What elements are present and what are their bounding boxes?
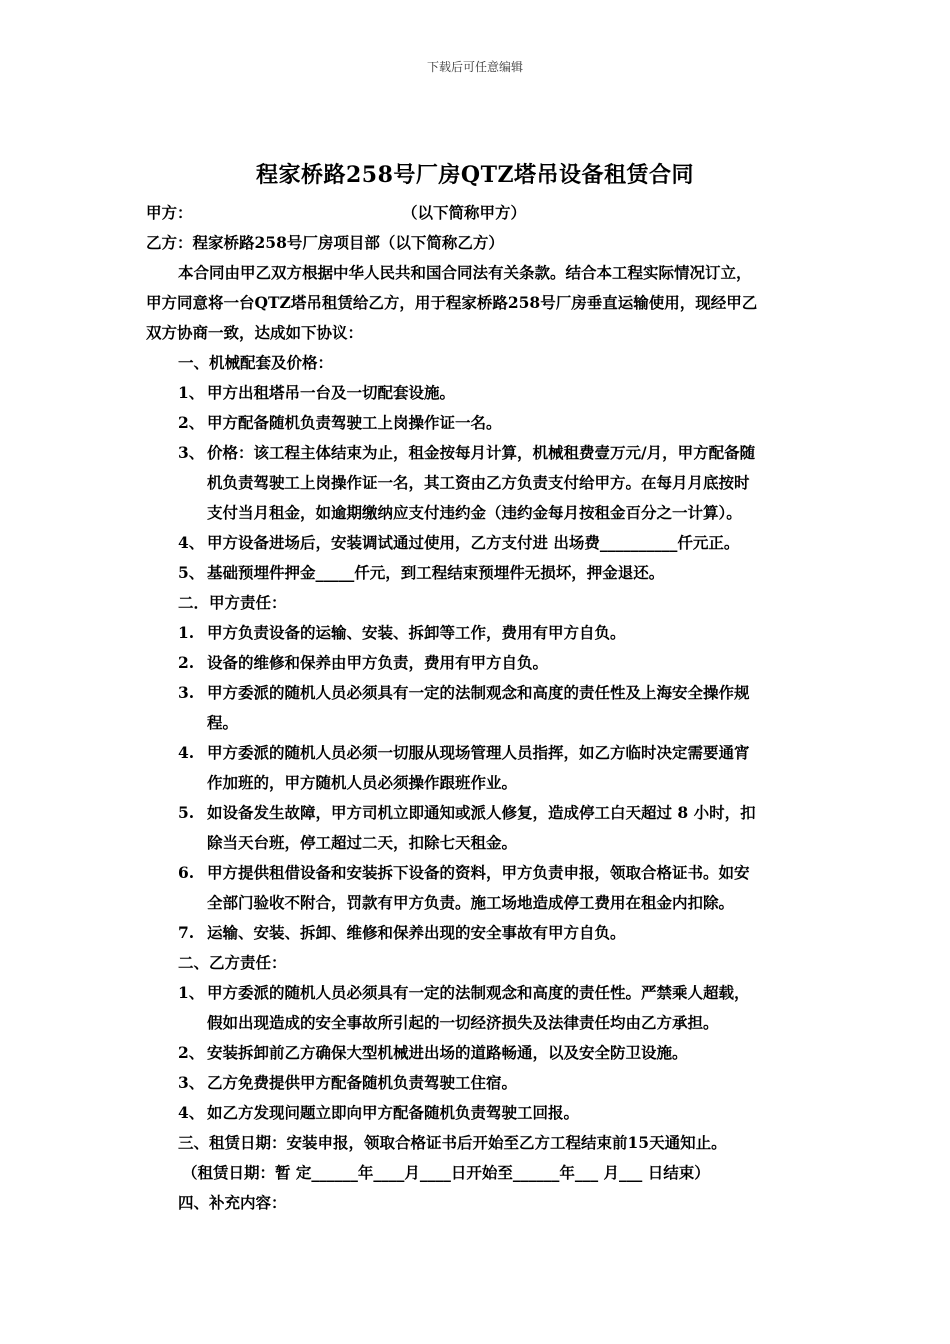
item-line: 机负责驾驶工上岗操作证一名，其工资由乙方负责支付给甲方。在每月月底按时 — [207, 473, 750, 492]
item-number: 2、 — [178, 1043, 205, 1062]
list-item — [146, 438, 810, 528]
item-number: 6. — [178, 863, 195, 882]
item-number: 2. — [178, 653, 195, 672]
item-number: 1、 — [178, 983, 205, 1002]
item-line: 甲方委派的随机人员必须具有一定的法制观念和高度的责任性。严禁乘人超载， — [207, 983, 750, 1002]
section-heading: 一、机械配套及价格： — [178, 353, 334, 372]
party-a-label: 甲方： — [146, 203, 193, 222]
item-line: 甲方委派的随机人员必须具有一定的法制观念和高度的责任性及上海安全操作规 — [207, 683, 750, 702]
item-text — [207, 858, 810, 918]
lease-dates: （租赁日期：暂 定______年____月____日开始至______年___ 月___ 日结束） — [182, 1163, 710, 1182]
list-item — [146, 378, 810, 408]
item-number: 5、 — [178, 563, 205, 582]
page-title: 程家桥路258号厂房QTZ塔吊设备租赁合同 — [255, 162, 695, 188]
intro-line: 甲方同意将一台QTZ塔吊租赁给乙方，用于程家桥路258号厂房垂直运输使用，现经甲乙 — [146, 293, 758, 312]
item-number: 1. — [178, 623, 195, 642]
list-item — [146, 798, 810, 858]
item-line: 全部门验收不附合，罚款有甲方负责。施工场地造成停工费用在租金内扣除。 — [207, 893, 735, 912]
item-text — [207, 438, 810, 528]
item-text — [207, 528, 810, 558]
item-text — [207, 978, 810, 1038]
lease-period: 三、租赁日期：安装申报，领取合格证书后开始至乙方工程结束前15天通知止。 — [178, 1133, 727, 1152]
item-line: 甲方提供租借设备和安装拆下设备的资料，甲方负责申报，领取合格证书。如安 — [207, 863, 750, 882]
supplement-heading: 四、补充内容： — [178, 1193, 287, 1212]
list-item — [146, 408, 810, 438]
item-number: 4、 — [178, 1103, 205, 1122]
party-a-suffix: （以下简称甲方） — [402, 203, 527, 222]
item-text — [207, 648, 810, 678]
list-item — [146, 1098, 810, 1128]
intro-paragraph — [146, 258, 810, 348]
item-text — [207, 378, 810, 408]
list-item — [146, 618, 810, 648]
item-line: 安装拆卸前乙方确保大型机械进出场的道路畅通，以及安全防卫设施。 — [207, 1043, 688, 1062]
item-text — [207, 558, 810, 588]
item-line: 如乙方发现问题立即向甲方配备随机负责驾驶工回报。 — [207, 1103, 580, 1122]
item-text — [207, 618, 810, 648]
item-number: 4、 — [178, 533, 205, 552]
list-item — [146, 1038, 810, 1068]
party-b-line: 乙方：程家桥路258号厂房项目部（以下简称乙方） — [146, 233, 504, 252]
list-item — [146, 678, 810, 738]
item-line: 甲方设备进场后，安装调试通过使用，乙方支付进 出场费__________仟元正。 — [207, 533, 740, 552]
section2-list — [146, 618, 810, 948]
section1-list — [146, 378, 810, 588]
item-text — [207, 678, 810, 738]
item-number: 1、 — [178, 383, 205, 402]
item-text — [207, 738, 810, 798]
item-number: 3. — [178, 683, 195, 702]
item-text — [207, 918, 810, 948]
list-item — [146, 558, 810, 588]
item-line: 程。 — [207, 713, 239, 732]
item-line: 假如出现造成的安全事故所引起的一切经济损失及法律责任均由乙方承担。 — [207, 1013, 719, 1032]
list-item — [146, 528, 810, 558]
item-line: 甲方出租塔吊一台及一切配套设施。 — [207, 383, 456, 402]
item-number: 3、 — [178, 1073, 205, 1092]
header-note: 下载后可任意编辑 — [426, 60, 523, 74]
section-heading: 二、乙方责任： — [178, 953, 287, 972]
item-text — [207, 1098, 810, 1128]
list-item — [146, 978, 810, 1038]
party-a-line — [146, 198, 810, 228]
intro-line: 本合同由甲乙双方根据中华人民共和国合同法有关条款。结合本工程实际情况订立， — [178, 263, 752, 282]
item-number: 5. — [178, 803, 195, 822]
item-line: 甲方配备随机负责驾驶工上岗操作证一名。 — [207, 413, 502, 432]
item-line: 乙方免费提供甲方配备随机负责驾驶工住宿。 — [207, 1073, 518, 1092]
item-line: 除当天台班，停工超过二天，扣除七天租金。 — [207, 833, 518, 852]
item-number: 3、 — [178, 443, 205, 462]
list-item — [146, 648, 810, 678]
item-text — [207, 1068, 810, 1098]
list-item — [146, 918, 810, 948]
list-item — [146, 1068, 810, 1098]
list-item — [146, 858, 810, 918]
item-line: 运输、安装、拆卸、维修和保养出现的安全事故有甲方自负。 — [207, 923, 626, 942]
item-number: 2、 — [178, 413, 205, 432]
item-line: 基础预埋件押金_____仟元，到工程结束预埋件无损坏，押金退还。 — [207, 563, 665, 582]
item-text — [207, 1038, 810, 1068]
item-line: 设备的维修和保养由甲方负责，费用有甲方自负。 — [207, 653, 549, 672]
item-line: 甲方负责设备的运输、安装、拆卸等工作，费用有甲方自负。 — [207, 623, 626, 642]
contract-body — [146, 198, 810, 1218]
intro-line: 双方协商一致，达成如下协议： — [146, 323, 364, 342]
item-text — [207, 408, 810, 438]
list-item — [146, 738, 810, 798]
section-heading: 二．甲方责任： — [178, 593, 287, 612]
item-number: 7. — [178, 923, 195, 942]
item-line: 如设备发生故障，甲方司机立即通知或派人修复，造成停工白天超过 8 小时，扣 — [207, 803, 756, 822]
item-line: 作加班的，甲方随机人员必须操作跟班作业。 — [207, 773, 518, 792]
item-text — [207, 798, 810, 858]
item-line: 价格：该工程主体结束为止，租金按每月计算，机械租费壹万元/月，甲方配备随 — [207, 443, 756, 462]
section3-list — [146, 978, 810, 1128]
item-line: 支付当月租金，如逾期缴纳应支付违约金（违约金每月按租金百分之一计算）。 — [207, 503, 742, 522]
item-number: 4. — [178, 743, 195, 762]
item-line: 甲方委派的随机人员必须一切服从现场管理人员指挥，如乙方临时决定需要通宵 — [207, 743, 750, 762]
